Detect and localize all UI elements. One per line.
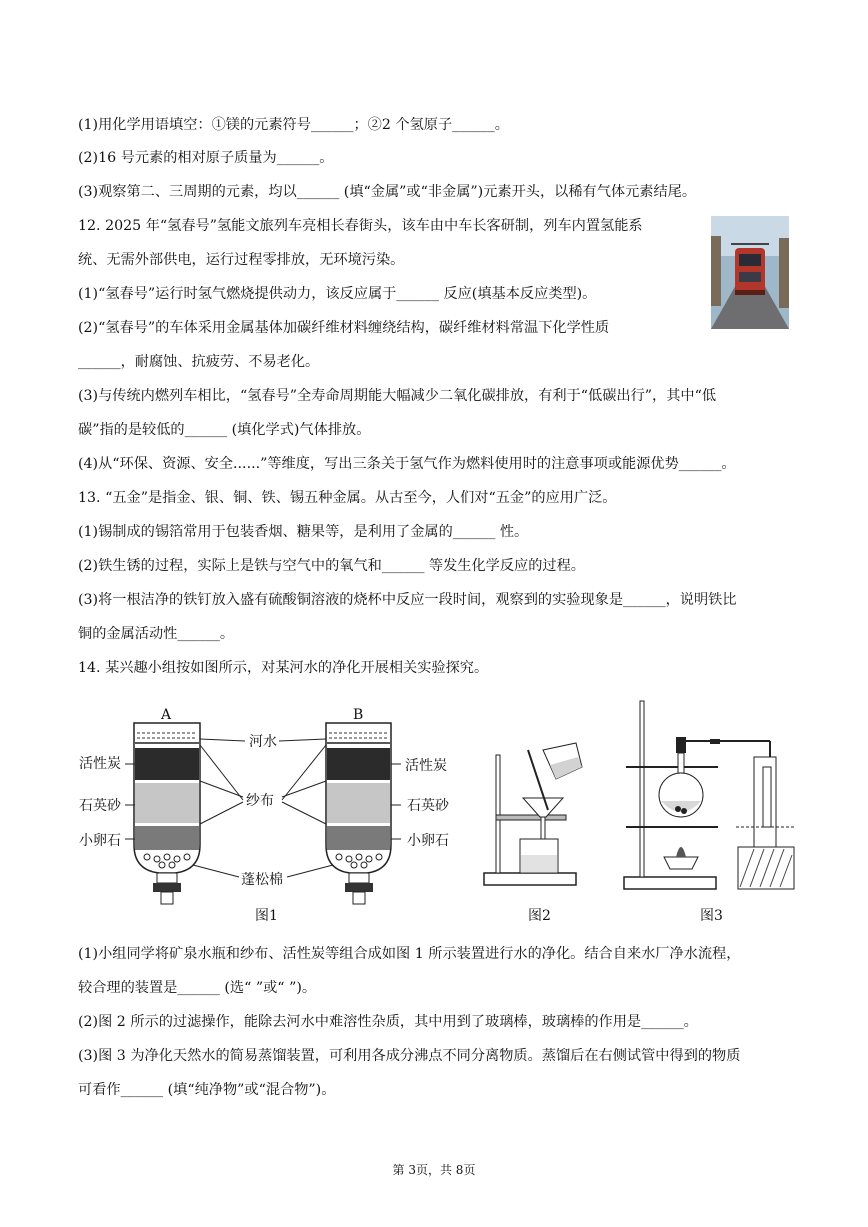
label-quartz-sand-b: 石英砂 [407, 798, 449, 814]
label-figure-1: 图1 [255, 908, 278, 924]
label-figure-2: 图2 [528, 908, 551, 924]
text-line: (1)锡制成的锡箔常用于包装香烟、糖果等，是利用了金属的______ 性。 [78, 524, 529, 540]
train-photo [711, 216, 789, 329]
figure-1-filter-bottles [75, 705, 475, 930]
text-line: (3)与传统内燃列车相比，“氢春号”全寿命周期能大幅减少二氧化碳排放，有利于“低碳出行”，其中“低 [78, 388, 717, 404]
text-line: (2)图 2 所示的过滤操作，能除去河水中难溶性杂质，其中用到了玻璃棒，玻璃棒的作用是______。 [78, 1014, 698, 1030]
text-line: 较合理的装置是______ (选“ ”或“ ”)。 [78, 980, 317, 996]
label-activated-carbon-a: 活性炭 [79, 756, 121, 772]
text-line: 铜的金属活动性______。 [78, 626, 235, 642]
text-line: (2)16 号元素的相对原子质量为______。 [78, 150, 334, 166]
text-line: (1)小组同学将矿泉水瓶和纱布、活性炭等组合成如图 1 所示装置进行水的净化。结合自来水厂净水流程， [78, 946, 741, 962]
bottle-b [326, 723, 391, 904]
distillation-diagram [618, 697, 798, 892]
label-cotton: 蓬松棉 [241, 872, 283, 888]
text-line: (3)图 3 为净化天然水的简易蒸馏装置，可利用各成分沸点不同分离物质。蒸馏后在右侧试管中得到的物质 [78, 1048, 741, 1064]
label-bottle-a: A [161, 707, 172, 723]
text-line: (2)“氢春号”的车体采用金属基体加碳纤维材料缠绕结构，碳纤维材料常温下化学性质 [78, 320, 610, 336]
label-quartz-sand-a: 石英砂 [79, 798, 121, 814]
text-line: (2)铁生锈的过程，实际上是铁与空气中的氧气和______ 等发生化学反应的过程。 [78, 558, 585, 574]
label-figure-3: 图3 [700, 908, 723, 924]
text-line: ______，耐腐蚀、抗疲劳、不易老化。 [78, 354, 320, 370]
label-pebbles-a: 小卵石 [79, 833, 121, 849]
label-gauze: 纱布 [246, 793, 274, 809]
label-river-water: 河水 [249, 734, 277, 750]
figure-3-distillation [618, 697, 798, 930]
text-line: 可看作______ (填“纯净物”或“混合物”)。 [78, 1082, 336, 1098]
text-line: 14. 某兴趣小组按如图所示，对某河水的净化开展相关实验探究。 [78, 660, 489, 676]
figure-2-filtration [478, 735, 608, 930]
label-pebbles-b: 小卵石 [407, 833, 449, 849]
page-footer: 第 3页，共 8页 [392, 1163, 476, 1177]
bottle-a [134, 723, 200, 904]
text-line: 碳”指的是较低的______ (填化学式)气体排放。 [78, 422, 371, 438]
label-bottle-b: B [353, 707, 364, 723]
text-line: (4)从“环保、资源、安全......”等维度，写出三条关于氢气作为燃料使用时的注意事项或能源优势______。 [78, 456, 736, 472]
text-line: 统、无需外部供电，运行过程零排放，无环境污染。 [78, 252, 405, 268]
text-line: (3)将一根洁净的铁钉放入盛有硫酸铜溶液的烧杯中反应一段时间，观察到的实验现象是______，说明铁比 [78, 592, 737, 608]
text-line: 13. “五金”是指金、银、铜、铁、锡五种金属。从古至今，人们对“五金”的应用广泛。 [78, 490, 617, 506]
label-activated-carbon-b: 活性炭 [405, 758, 447, 774]
text-line: (1)“氢春号”运行时氢气燃烧提供动力，该反应属于______ 反应(填基本反应类型)。 [78, 286, 597, 302]
text-line: (1)用化学用语填空：①镁的元素符号______；②2 个氢原子______。 [78, 117, 509, 133]
text-line: (3)观察第二、三周期的元素，均以______ (填“金属”或“非金属”)元素开头，以稀有气体元素结尾。 [78, 184, 697, 200]
filtration-diagram [478, 735, 608, 895]
text-line: 12. 2025 年“氢春号”氢能文旅列车亮相长春街头，该车由中车长客研制，列车内置氢能系 [78, 218, 643, 234]
train-image [711, 216, 789, 329]
